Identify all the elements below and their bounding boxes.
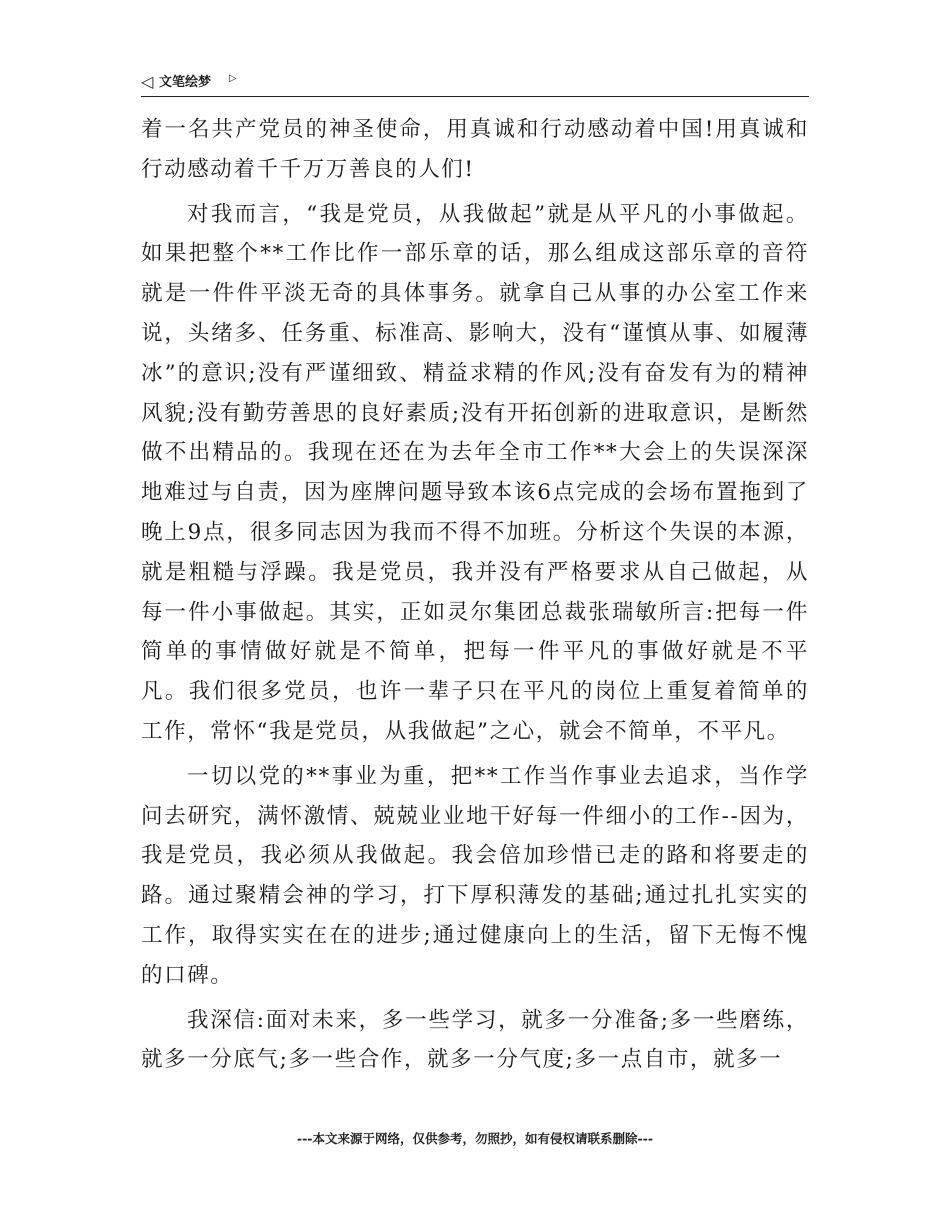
page-header [141, 72, 809, 97]
paragraph: 一切以党的**事业为重，把**工作当作事业去追求，当作学问去研究，满怀激情、兢兢业业地干好每一件细小的工作--因为，我是党员，我必须从我做起。我会倍加珍惜已走的路和将要走的路。通过聚精会神的学习，打下厚积薄发的基础;通过扎扎实实的工作，取得实实在在的进步;通过健康向上的生活，留下无悔不愧的口碑。 [141, 763, 809, 988]
document-body [141, 110, 809, 1080]
paragraph: 我深信:面对未来，多一些学习，就多一分准备;多一些磨练，就多一分底气;多一些合作，就多一分气度;多一点自市，就多一 [141, 1007, 809, 1073]
left-triangle-icon: ◁ [141, 72, 154, 91]
paragraph: 对我而言，“我是党员，从我做起”就是从平凡的小事做起。如果把整个**工作比作一部乐章的话，那么组成这部乐章的音符就是一件件平淡无奇的具体事务。就拿自己从事的办公室工作来说，头绪多、任务重、标准高、影响大，没有“谨慎从事、如履薄冰”的意识;没有严谨细致、精益求精的作风;没有奋发有为的精神风貌;没有勤劳善思的良好素质;没有开拓创新的进取意识，是断然做不出精品的。我现在还在为去年全市工作**大会上的失误深深地难过与自责，因为座牌问题导致本该6点完成的会场布置拖到了晚上9点，很多同志因为我而不得不加班。分析这个失误的本源，就是粗糙与浮躁。我是党员，我并没有严格要求从自己做起，从每一件小事做起。其实，正如灵尔集团总裁张瑞敏所言:把每一件简单的事情做好就是不简单，把每一件平凡的事做好就是不平凡。我们很多党员，也许一辈子只在平凡的岗位上重复着简单的工作，常怀“我是党员，从我做起”之心，就会不简单，不平凡。 [141, 201, 809, 744]
paragraph-continued: 着一名共产党员的神圣使命，用真诚和行动感动着中国!用真诚和行动感动着千千万万善良的人们! [141, 117, 809, 182]
header-title: 文笔绘梦 [159, 75, 212, 90]
right-triangle-icon: ▷ [229, 73, 237, 84]
page-footer-disclaimer: ---本文来源于网络，仅供参考，勿照抄，如有侵权请联系删除--- [296, 1131, 654, 1146]
